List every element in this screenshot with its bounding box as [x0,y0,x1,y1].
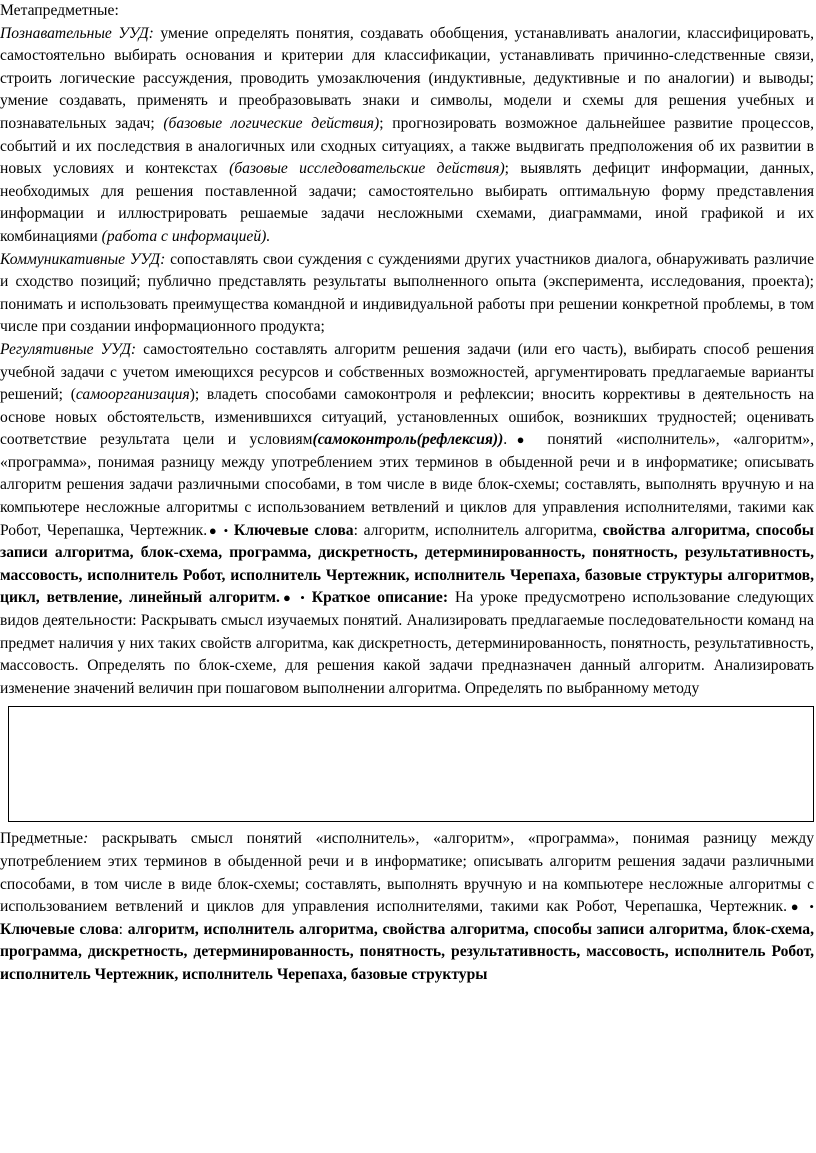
paragraph-cognitive [0,23,816,249]
bullet-icon: ● [507,432,534,448]
bullet-icon: ● • [279,590,305,606]
note-basic-logic: (базовые логические действия) [163,114,380,132]
text-keywords-bold: свойства алгоритма, способы записи алгоритма, блок-схема, программа, дискретность, детерминированность, понятность, результативность, массовость, исполнитель Робот, исполнитель Чертежник, исполнитель Черепаха, базовые структуры алгоритмов, цикл, ветвление, линейный алгоритм. [0,521,814,607]
label-keywords-2: Ключевые слова [0,920,119,938]
heading-metasubject: Метапредметные: [0,2,119,19]
note-basic-research: (базовые исследовательские действия) [229,160,505,178]
paragraph-regulative [0,339,816,701]
label-subject-colon: : [83,830,89,848]
text-cognitive-3: ; выявлять дефицит информации, данных, необходимых для решения поставленной задачи; самостоятельно выбирать оптимальную форму представления информации и иллюстрировать решаемые задачи несложными схемами, диаграммами, иной графикой и их комбинациями [0,160,815,245]
label-subject: Предметные [0,830,84,848]
label-cognitive: Познавательные УУД: [0,24,154,42]
text-keywords-1: : алгоритм, исполнитель алгоритма, [353,521,603,539]
text-regulative-2: ); владеть способами самоконтроля и рефлексии; вносить коррективы в деятельность на основе новых обстоятельств, изменившихся ситуаций, установленных ошибок, возникших трудностей; оценивать соответствие результата цели и условиям [0,386,814,449]
text-keywords-bold-2: алгоритм, исполнитель алгоритма, свойства алгоритма, способы записи алгоритма, блок-схема, программа, дискретность, детерминированность, понятность, результативность, массовость, исполнитель Робот, исполнитель Чертежник, исполнитель Черепаха, базовые структуры [0,920,815,983]
text-summary: На уроке предусмотрено использование следующих видов деятельности: Раскрывать смысл изучаемых понятий. Анализировать предлагаемые последовательности команд на предмет наличия у них таких свойств алгоритма, как дискретность, детерминированность, понятность, результативность, массовость. Определять по блок-схеме, для решения какой задачи предназначен данный алгоритм. Анализировать изменение значений величин при пошаговом выполнении алгоритма. Определять по выбранному методу [0,589,814,697]
note-self-organization: самоорганизация [75,386,190,404]
label-regulative: Регулятивные УУД: [0,340,137,358]
label-communicative: Коммуникативные УУД: [0,250,166,268]
note-info-work: (работа с информацией). [101,227,271,245]
bullet-icon: ● • [207,522,229,538]
paragraph-communicative [0,249,816,339]
text-cognitive-1: умение определять понятия, создавать обобщения, устанавливать аналогии, классифицировать, самостоятельно выбирать основания и критерии для классификации, устанавливать причинно-следственные связи, строить логические рассуждения, проводить умозаключения (индуктивные, дедуктивные и по аналогии) и выводы; умение создавать, применять и преобразовывать знаки и символы, модели и схемы для решения учебных и познавательных задач; [0,24,815,132]
empty-frame [8,706,814,822]
text-regulative-3: понятий «исполнитель», «алгоритм», «программа», понимая разницу между употреблением этих терминов в обыденной речи и в информатике; описывать алгоритм решения задачи различными способами, в том числе в виде блок-схемы; составлять, выполнять вручную и на компьютере несложные алгоритмы с использованием ветвлений и циклов для управления исполнителями, такими как Робот, Черепашка, Чертежник. [0,431,814,539]
bullet-icon: ● • [786,899,814,915]
text-regulative-1: самостоятельно составлять алгоритм решения задачи (или его часть), выбирать способ решения учебной задачи с учетом имеющихся ресурсов и собственных возможностей, аргументировать предлагаемые варианты решений; ( [0,340,815,404]
text-subject: раскрывать смысл понятий «исполнитель», «алгоритм», «программа», понимая разницу между употреблением этих терминов в обыденной речи и в информатике; описывать алгоритм решения задачи различными способами, в том числе в виде блок-схемы; составлять, выполнять вручную и на компьютере несложные алгоритмы с использованием ветвлений и циклов для управления исполнителями, такими как Робот, Черепашка, Чертежник. [0,830,814,916]
text-cognitive-2: ; прогнозировать возможное дальнейшее развитие процессов, событий и их последствия в аналогичных или сходных ситуациях, а также выдвигать предположения об их развитии в новых условиях и контекстах [0,114,814,178]
label-keywords: Ключевые слова [228,521,354,539]
note-self-control: (самоконтроль(рефлексия)) [312,431,504,449]
label-summary: Краткое описание: [304,589,449,607]
text-keywords-colon: : [118,920,128,938]
paragraph-subject [0,828,816,986]
text-communicative: сопоставлять свои суждения с суждениями других участников диалога, обнаруживать различие и сходство позиций; публично представлять результаты выполненного опыта (эксперимента, исследования, проекта); понимать и использовать преимущества командной и индивидуальной работы при решении конкретной проблемы, в том числе при создании информационного продукта; [0,250,814,336]
text-period: . [503,431,508,449]
